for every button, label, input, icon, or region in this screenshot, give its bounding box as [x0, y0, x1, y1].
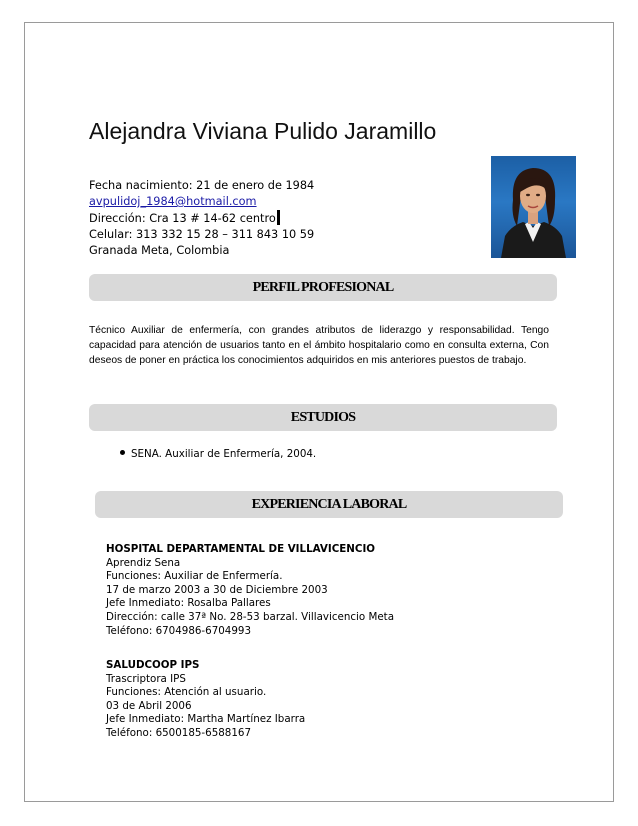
address-line — [89, 210, 314, 227]
text-cursor — [277, 210, 280, 225]
experience-line: Dirección: calle 37ª No. 28-53 barzal. Villavicencio Meta — [106, 610, 395, 623]
candidate-name: Alejandra Viviana Pulido Jaramillo — [89, 118, 437, 144]
experience-line: Teléfono: 6704986-6704993 — [106, 624, 251, 637]
study-entry: SENA. Auxiliar de Enfermería, 2004. — [131, 448, 317, 460]
email-link[interactable]: avpulidoj_1984@hotmail.com — [89, 195, 257, 208]
section-header-profile: PERFIL PROFESIONAL — [89, 274, 557, 301]
experience-line: 03 de Abril 2006 — [106, 699, 192, 712]
birth-date: Fecha nacimiento: 21 de enero de 1984 — [89, 179, 315, 192]
experience-entry — [106, 543, 394, 638]
experience-line: Jefe Inmediato: Martha Martínez Ibarra — [106, 713, 306, 726]
bullet-icon — [120, 450, 125, 455]
address-text: Dirección: Cra 13 # 14-62 centro — [89, 212, 276, 225]
experience-line: Trascriptora IPS — [106, 672, 186, 685]
experience-entry — [106, 659, 305, 741]
experience-line: 17 de marzo 2003 a 30 de Diciembre 2003 — [106, 583, 328, 596]
experience-line: Funciones: Auxiliar de Enfermería. — [106, 570, 283, 583]
list-item — [120, 448, 316, 460]
company-name: HOSPITAL DEPARTAMENTAL DE VILLAVICENCIO — [106, 543, 376, 555]
experience-line: Jefe Inmediato: Rosalba Pallares — [106, 597, 271, 610]
profile-photo — [491, 156, 576, 258]
company-name: SALUDCOOP IPS — [106, 659, 200, 671]
experience-line: Aprendiz Sena — [106, 556, 181, 569]
city-line: Granada Meta, Colombia — [89, 244, 230, 257]
contact-block — [89, 178, 314, 259]
profile-paragraph: Técnico Auxiliar de enfermería, con grandes atributos de liderazgo y responsabilidad. Tengo capacidad para atención de usuarios tanto en el ámbito hospitalario como en consulta externa, Con deseos de poner en práctica los conocimientos adquiridos en mis anteriores puestos de trabajo. — [89, 325, 549, 366]
phone-line: Celular: 313 332 15 28 – 311 843 10 59 — [89, 228, 315, 241]
studies-list — [120, 448, 316, 460]
experience-line: Funciones: Atención al usuario. — [106, 686, 267, 699]
section-header-experience: EXPERIENCIA LABORAL — [95, 491, 563, 518]
experience-line: Teléfono: 6500185-6588167 — [106, 726, 251, 739]
section-header-studies: ESTUDIOS — [89, 404, 557, 431]
